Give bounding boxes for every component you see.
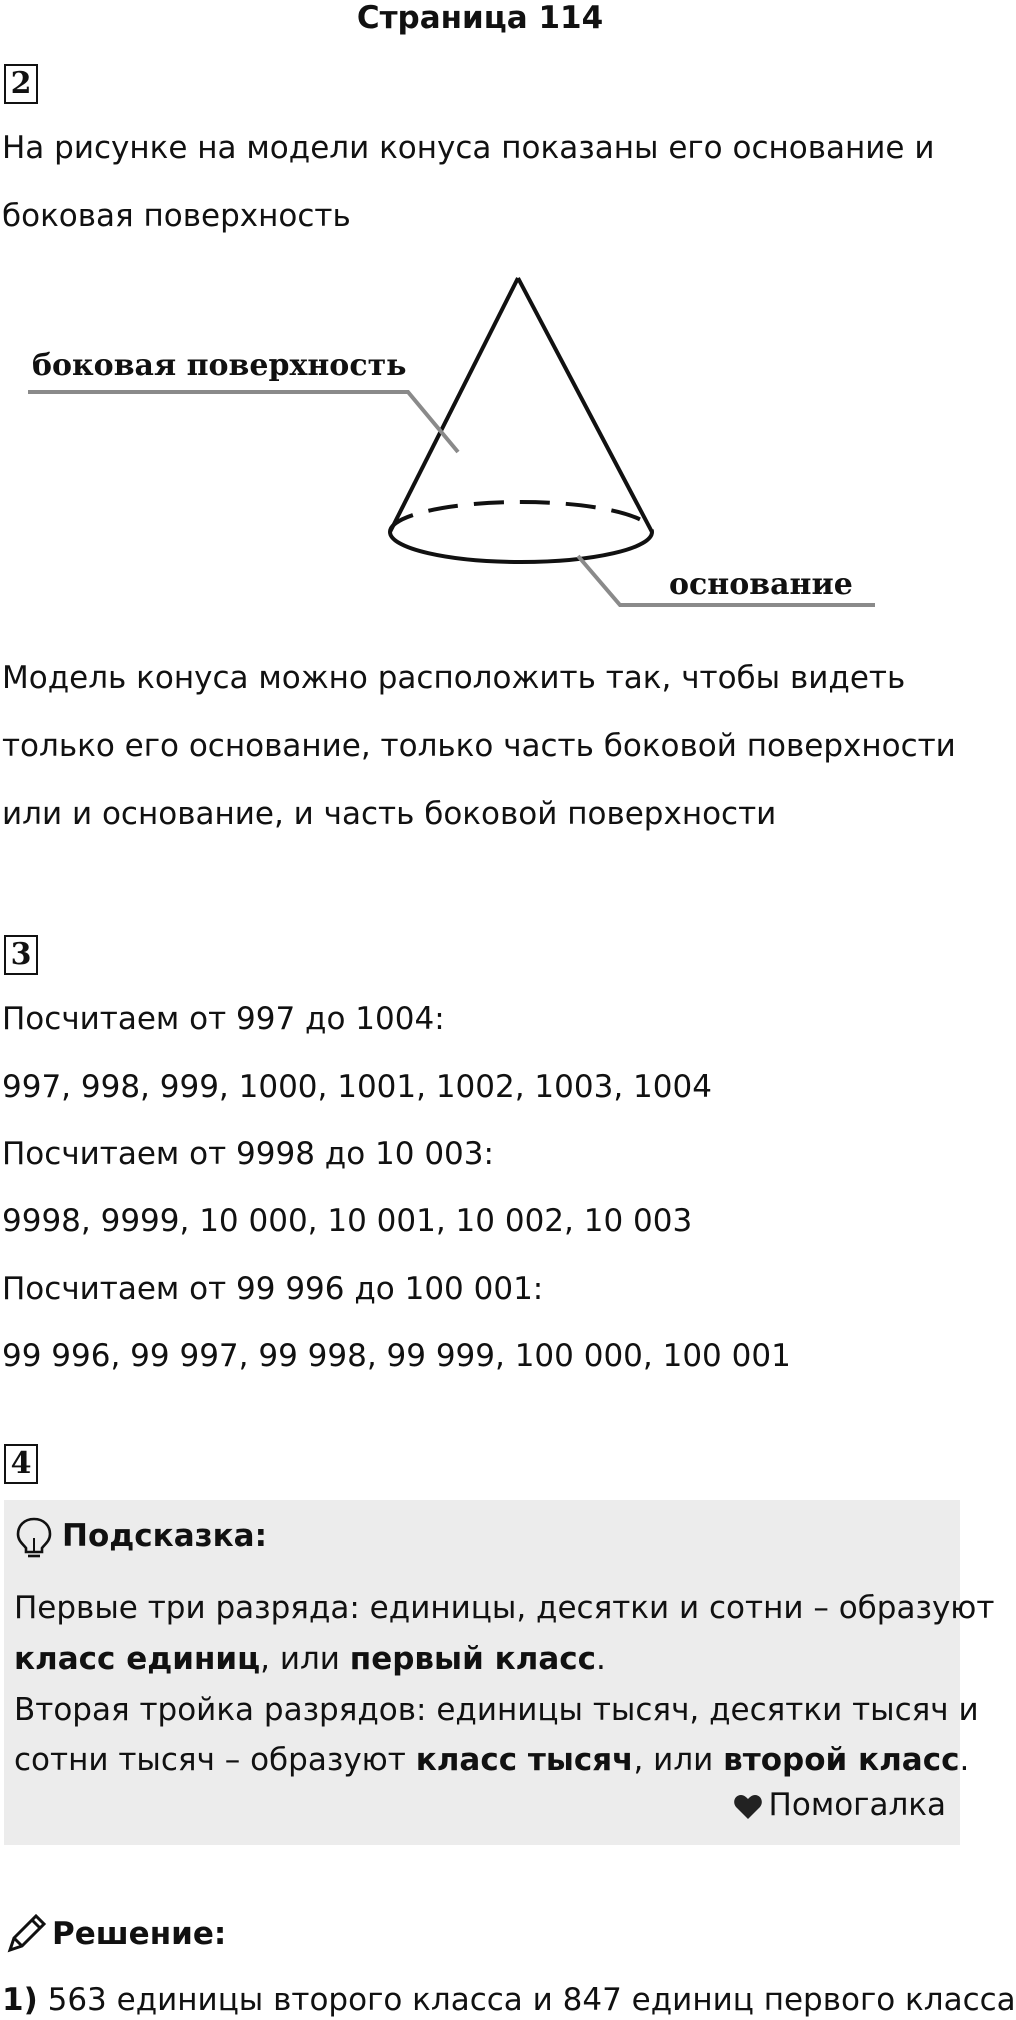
cone-base-hidden-arc [390, 502, 652, 532]
hint-bold-term: класс тысяч [415, 1742, 634, 1778]
hint-bold-term: второй класс [723, 1742, 960, 1778]
cone-right-edge [518, 278, 652, 532]
task3-line: Посчитаем от 99 996 до 100 001: [2, 1271, 544, 1307]
task3-line: 997, 998, 999, 1000, 1001, 1002, 1003, 1004 [2, 1069, 712, 1105]
task-number-2: 2 [4, 64, 38, 104]
pencil-icon [4, 1912, 48, 1956]
solution-item-1: 1) 563 единицы второго класса и 847 единиц первого класса [2, 1982, 1016, 2018]
brand-label: Помогалка [733, 1785, 946, 1825]
task2-text-line-3: или и основание, и часть боковой поверхности [2, 796, 777, 832]
hint-line-1: Первые три разряда: единицы, десятки и сотни – образуют [14, 1590, 995, 1626]
solution-title: Решение: [52, 1916, 227, 1952]
cone-left-edge [390, 278, 518, 532]
hint-title: Подсказка: [62, 1518, 267, 1554]
lightbulb-icon [14, 1516, 54, 1560]
task3-line: 9998, 9999, 10 000, 10 001, 10 002, 10 003 [2, 1203, 693, 1239]
heart-icon [733, 1794, 763, 1820]
task-number-4: 4 [4, 1444, 38, 1484]
task2-intro-line-2: боковая поверхность [2, 198, 351, 234]
task3-line: Посчитаем от 9998 до 10 003: [2, 1136, 494, 1172]
label-base: основание [669, 567, 853, 602]
task3-line: Посчитаем от 997 до 1004: [2, 1001, 445, 1037]
task2-text-line-2: только его основание, только часть боковой поверхности [2, 728, 956, 764]
task-number-3: 3 [4, 935, 38, 975]
hint-bold-term: класс единиц [14, 1641, 261, 1677]
task3-line: 99 996, 99 997, 99 998, 99 999, 100 000, 100 001 [2, 1338, 791, 1374]
hint-box [4, 1500, 995, 1845]
lateral-surface-pointer [28, 392, 458, 452]
page-title: Страница 114 [356, 0, 604, 36]
hint-bold-term: первый класс [349, 1641, 596, 1677]
hint-line-4: сотни тысяч – образуют класс тысяч, или второй класс. [14, 1742, 970, 1778]
label-lateral-surface: боковая поверхность [32, 348, 407, 383]
hint-line-2: класс единиц, или первый класс. [14, 1641, 606, 1677]
hint-line-3: Вторая тройка разрядов: единицы тысяч, десятки тысяч и [14, 1692, 979, 1728]
cone-figure [0, 265, 900, 615]
task2-text-line-1: Модель конуса можно расположить так, чтобы видеть [2, 660, 906, 696]
cone-base-front-arc [390, 532, 652, 562]
task2-intro-line-1: На рисунке на модели конуса показаны его основание и [2, 130, 935, 166]
